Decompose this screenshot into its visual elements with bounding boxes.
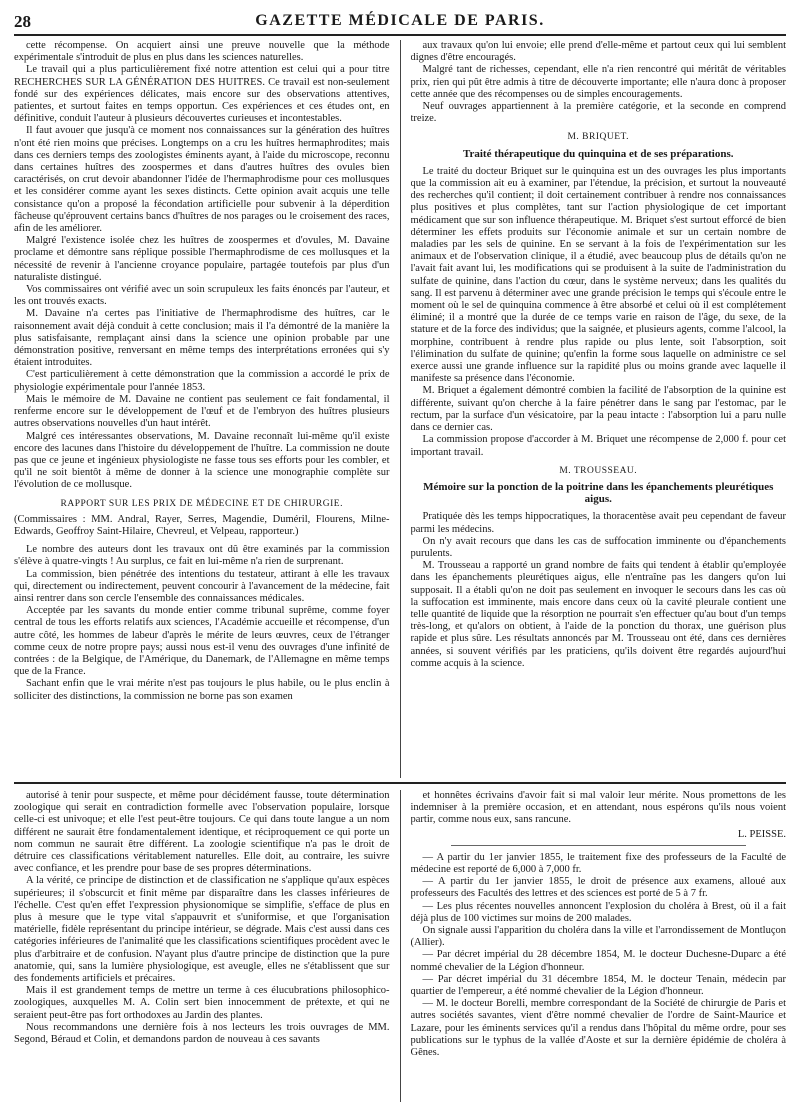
- signature: L. PEISSE.: [737, 828, 786, 840]
- paragraph: autorisé à tenir pour suspecte, et même pour décidément fausse, toute détermination zoologique qui serait en contradiction formelle avec l'observation populaire, lorsque celle-ci est univoque; et elle l'est peut-être toujours. Ce qui dans toute langue a un nom différent ne saurait être fondamentalement identique, et réciproquement ce qui porte un nom commun ne saurait être différent. La zoologie scientifique n'a pas le droit de détruire ces classifications véritablement naturelles. Elle doit, au contraire, les suivre avec confiance, et les prendre pour base de ses propres déterminations.: [14, 790, 390, 875]
- paragraph: On n'y avait recours que dans les cas de suffocation imminente ou d'épanchements purulents.: [410, 535, 786, 559]
- news-item: On signale aussi l'apparition du choléra dans la ville et l'arrondissement de Montluçon (Allier).: [410, 925, 786, 949]
- paragraph: Pratiquée dès les temps hippocratiques, la thoracentèse avait peu cependant de faveur parmi les médecins.: [410, 511, 786, 535]
- top-left-column: [14, 40, 390, 778]
- author-heading: M. BRIQUET.: [567, 132, 630, 143]
- paragraph: M. Briquet a également démontré combien la facilité de l'absorption de la quinine est différente, suivant qu'on cherche à la faire pénétrer dans le sang par l'estomac, par le rectum, par la surface d'un vésicatoire, par la peau intacte : l'absorption lui a paru nulle dans ce dernier cas.: [410, 385, 786, 434]
- author-heading: M. TROUSSEAU.: [559, 465, 638, 476]
- top-section: [14, 40, 786, 778]
- paragraph: Le traité du docteur Briquet sur le quinquina est un des ouvrages les plus importants que la commission ait eu à examiner, par l'étendue, la précision, et surtout la nouveauté des recherches qu'il contient; il doit certainement contribuer à rendre nos connaissances plus positives et plus complètes, tant sur l'action physiologique de cet important médicament que sur son influence thérapeutique. M. Briquet s'est surtout efforcé de bien déterminer les effets produits sur l'économie animale et sur un certain nombre de maladies par les sels de quinine. En se servant à la fois de l'expérimentation sur les animaux et de l'observation clinique, il a étudié, avec beaucoup plus de détails qu'on ne l'avait fait avant lui, les modifications qui se produisent à la suite de l'administration du sulfate de quinine, dans l'action du cœur, dans le système nerveux; dans les qualités du sang. Il est parvenu à déterminer avec une grande précision le temps qui s'écoule entre le moment où le sel de quinquina commence à être absorbé et celui où il est complétement éliminé; il a montré que la durée de ce temps varie en raison de l'âge, du sexe, de la stature et de la force des individus; que la saignée, et plusieurs agents, comme l'alcool, la morphine, contribuent à rendre plus rapide ou plus lente, soit l'absorption, soit l'élimination du sulfate de quinine; qu'enfin la forme sous laquelle on administre ce sel exerce aussi une grande influence sur la rapidité plus ou moins grande avec laquelle il manifeste sa présence dans l'économie.: [410, 165, 786, 385]
- paragraph: Acceptée par les savants du monde entier comme tribunal suprême, comme foyer central de tous les efforts relatifs aux sciences, l'Académie accueille et récompense, d'un autre côté, les hommes de labeur d'après le mérite de leurs œuvres, ceux de l'étranger comme ceux de notre propre pays; aussi nous est-il venu des ouvrages d'une infinité de contrées : de la Belgique, de l'Amérique, du Danemark, de l'Allemagne en même temps que de la France.: [14, 605, 390, 678]
- news-item: — Par décret impérial du 28 décembre 1854, M. le docteur Duchesne-Duparc a été nommé chevalier de la Légion d'honneur.: [410, 949, 786, 973]
- news-item: — A partir du 1er janvier 1855, le droit de présence aux examens, alloué aux professeurs des Facultés des lettres et des sciences est porté de 5 à 7 fr.: [410, 876, 786, 900]
- paragraph: A la vérité, ce principe de distinction et de classification ne s'applique qu'aux espèces supérieures; il s'obscurcit et finit même par disparaître dans les classes inférieures de l'échelle. C'est qu'en effet l'expression physionomique se simplifie, s'efface de plus en plus à mesure que le type vital s'appauvrit et s'uniformise, et que l'organisation matérielle, fidèle représentant du principe intérieur, se dégrade. Mais c'est aussi dans ces catégories inférieures de l'animalité que les classifications scientifiques procèdent avec le plus d'arbitraire et de confusion. N'ayant plus d'autre principe de distinction que la pure anatomie, qui, sans la lumière physiologique, est aveugle, elles ne s'établissent que sur des fondements artificiels et précaires.: [14, 875, 390, 985]
- paragraph: Il faut avouer que jusqu'à ce moment nos connaissances sur la génération des huîtres n'ont été rien moins que précises. Longtemps on a cru les huîtres hermaphrodites; mais dans ces derniers temps des zoologistes éminents ayant, à l'aide du microscope, reconnu dans certaines huîtres des zoospermes et dans d'autres huîtres des ovules bien caractérisés, on crut devoir abandonner l'idée de l'hermaphrodisme pour ces mollusques et les considérer comme ayant les sexes distincts. Cette opinion avait acquis une telle consistance qu'on a proposé la fécondation artificielle pour subvenir à la déperdition fâcheuse qu'éprouvent certains bancs d'huîtres de nos parages ou le croisement des races, afin de les améliorer.: [14, 125, 390, 235]
- paragraph: aux travaux qu'on lui envoie; elle prend d'elle-même et partout ceux qui lui semblent dignes d'être encouragés.: [410, 40, 786, 64]
- paragraph: Malgré ces intéressantes observations, M. Davaine reconnaît lui-même qu'il existe encore des lacunes dans l'histoire du développement de l'huître. La commission ne doute pas que ce jeune et ingénieux physiologiste ne fasse tous ses efforts pour les combler, et qu'il ne soit bientôt à même de donner à la science une monographie complète sur l'évolution de ce mollusque.: [14, 430, 390, 491]
- bottom-right-column: [411, 790, 787, 1102]
- paragraph: Neuf ouvrages appartiennent à la première catégorie, et la seconde en comprend treize.: [410, 101, 786, 125]
- news-item: — A partir du 1er janvier 1855, le traitement fixe des professeurs de la Faculté de médecine est reporté de 6,000 à 7,000 fr.: [410, 851, 786, 876]
- paragraph: Le travail qui a plus particulièrement fixé notre attention est celui qui a pour titre RECHERCHES SUR LA GÉNÉRATION DES HUITRES. Ce travail est non-seulement fondé sur des expériences délicates, mais encore sur des observations attentives, patientes, et surtout faites en temps opportun. Ces expériences et ces études ont, en définitive, conduit l'auteur à plusieurs découvertes curieuses et incontestables.: [14, 64, 390, 125]
- paragraph: Le nombre des auteurs dont les travaux ont dû être examinés par la commission s'élève à quatre-vingts ! Au surplus, ce fait en lui-même n'a rien de surprenant.: [14, 544, 390, 568]
- paragraph: Sachant enfin que le vrai mérite n'est pas toujours le plus habile, ou le plus enclin à solliciter des distinctions, la commission ne borne pas son examen: [14, 678, 390, 702]
- journal-title: GAZETTE MÉDICALE DE PARIS.: [255, 12, 545, 29]
- paragraph: et honnêtes écrivains d'avoir fait si mal valoir leur mérite. Nous promettons de les indemniser à la première occasion, et en attendant, nous espérons qu'ils nous voient partir, comme nous eux, sans rancune.: [410, 790, 786, 826]
- bottom-left-column: [14, 790, 390, 1102]
- commission-list: (Commissaires : MM. Andral, Rayer, Serres, Magendie, Duméril, Flourens, Milne-Edwards, Geoffroy Saint-Hilaire, Chevreul, et Velpeau, rapporteur.): [14, 513, 390, 537]
- work-title: Mémoire sur la ponction de la poitrine dans les épanchements pleurétiques aigus.: [423, 480, 774, 506]
- paragraph: Malgré l'existence isolée chez les huîtres de zoospermes et d'ovules, M. Davaine proclame et démontre sans réplique possible l'hermaphrodisme de ces mollusques et la nécessité de revenir à l'ancienne croyance populaire, partagée toutefois par plus d'un naturaliste distingué.: [14, 235, 390, 283]
- page-number: 28: [14, 12, 31, 31]
- news-divider: [451, 845, 747, 846]
- paragraph: cette récompense. On acquiert ainsi une preuve nouvelle que la méthode expérimentale s'introduit de plus en plus dans les sciences naturelles.: [14, 40, 390, 64]
- paragraph: M. Davaine n'a certes pas l'initiative de l'hermaphrodisme des huîtres, car le raisonnement avait déjà conduit à cette conclusion; mais il l'a démontré de la manière la plus satisfaisante, remplaçant ainsi dans la science une opinion probable par une démonstration positive, renversant en même temps des interprétations erronées qui s'y étaient introduites.: [14, 308, 390, 369]
- column-divider: [400, 790, 401, 1102]
- section-heading: RAPPORT SUR LES PRIX DE MÉDECINE ET DE CHIRURGIE.: [60, 498, 343, 509]
- column-divider: [400, 40, 401, 778]
- paragraph: Mais le mémoire de M. Davaine ne contient pas seulement ce fait fondamental, il renferme encore sur le développement de l'œuf et de l'embryon des huîtres plusieurs autres observations nouvelles d'un haut intérêt.: [14, 393, 390, 430]
- paragraph: Mais il est grandement temps de mettre un terme à ces élucubrations philosophico-zoologiques, auxquelles M. A. Colin sert bien innocemment de prétexte, et qui ne seraient peut-être pas fort orthodoxes au Jardin des plantes.: [14, 985, 390, 1021]
- news-item: — Par décret impérial du 31 décembre 1854, M. le docteur Tenain, médecin par quartier de l'empereur, a été nommé chevalier de la Légion d'honneur.: [410, 973, 786, 998]
- news-item: — Les plus récentes nouvelles annoncent l'explosion du choléra à Brest, où il a fait déjà plus de 100 victimes sur moins de 200 malades.: [410, 900, 786, 924]
- section-divider: [14, 782, 786, 784]
- paragraph: La commission propose d'accorder à M. Briquet une récompense de 2,000 f. pour cet important travail.: [410, 434, 786, 458]
- paragraph: M. Trousseau a rapporté un grand nombre de faits qui tendent à établir qu'employée dans les épanchements pleurétiques aigus, elle n'entraîne pas les dangers qu'on lui supposait. Il a établi qu'on ne doit pas seulement en invoquer le secours dans les cas où la suffocation est imminente, mais encore dans ceux où la cavité pleurale contient une telle quantité de liquide que la résorption ne pourrait s'en effectuer qu'au bout d'un temps très-long, et qu'alors on obtient, à l'aide de la ponction du thorax, une guérison plus rapide et plus sûre. Les résultats annoncés par M. Trousseau ont été, dans ces dernières années, si souvent vérifiés par les praticiens, qu'ils doivent être regardés aujourd'hui comme acquis à la science.: [410, 560, 786, 669]
- paragraph: C'est particulièrement à cette démonstration que la commission a accordé le prix de physiologie expérimentale pour l'année 1853.: [14, 369, 390, 393]
- work-title: Traité thérapeutique du quinquina et de ses préparations.: [462, 147, 734, 160]
- paragraph: Malgré tant de richesses, cependant, elle n'a rien rencontré qui méritât de véritables prix, rien qui pût être admis à titre de découverte importante; elle n'aura donc à proposer cette année que des récompenses ou de simples encouragements.: [410, 64, 786, 100]
- paragraph: Vos commissaires ont vérifié avec un soin scrupuleux les faits énoncés par l'auteur, et les ont trouvés exacts.: [14, 284, 390, 308]
- news-item: — M. le docteur Borelli, membre correspondant de la Société de chirurgie de Paris et autres sociétés savantes, vient d'être nommé chevalier de l'ordre de Saint-Maurice et Lazare, pour les éminents services qu'il a rendus dans l'hôpital du même ordre, pour ses publications sur le typhus de la vallée d'Aoste et sur la dernière épidémie de choléra à Gênes.: [410, 998, 786, 1059]
- paragraph: Nous recommandons une dernière fois à nos lecteurs les trois ouvrages de MM. Segond, Béraud et Colin, et demandons pardon de nouveau à ces savants: [14, 1021, 390, 1046]
- page-header: [14, 12, 786, 36]
- feuilleton-section: [14, 790, 786, 1102]
- top-right-column: [411, 40, 787, 778]
- paragraph: La commission, bien pénétrée des intentions du testateur, attirant à elle les travaux qui, directement ou indirectement, peuvent concourir à l'avancement de la médecine, fait ainsi rentrer dans son cercle l'ensemble des connaissances médicales.: [14, 568, 390, 604]
